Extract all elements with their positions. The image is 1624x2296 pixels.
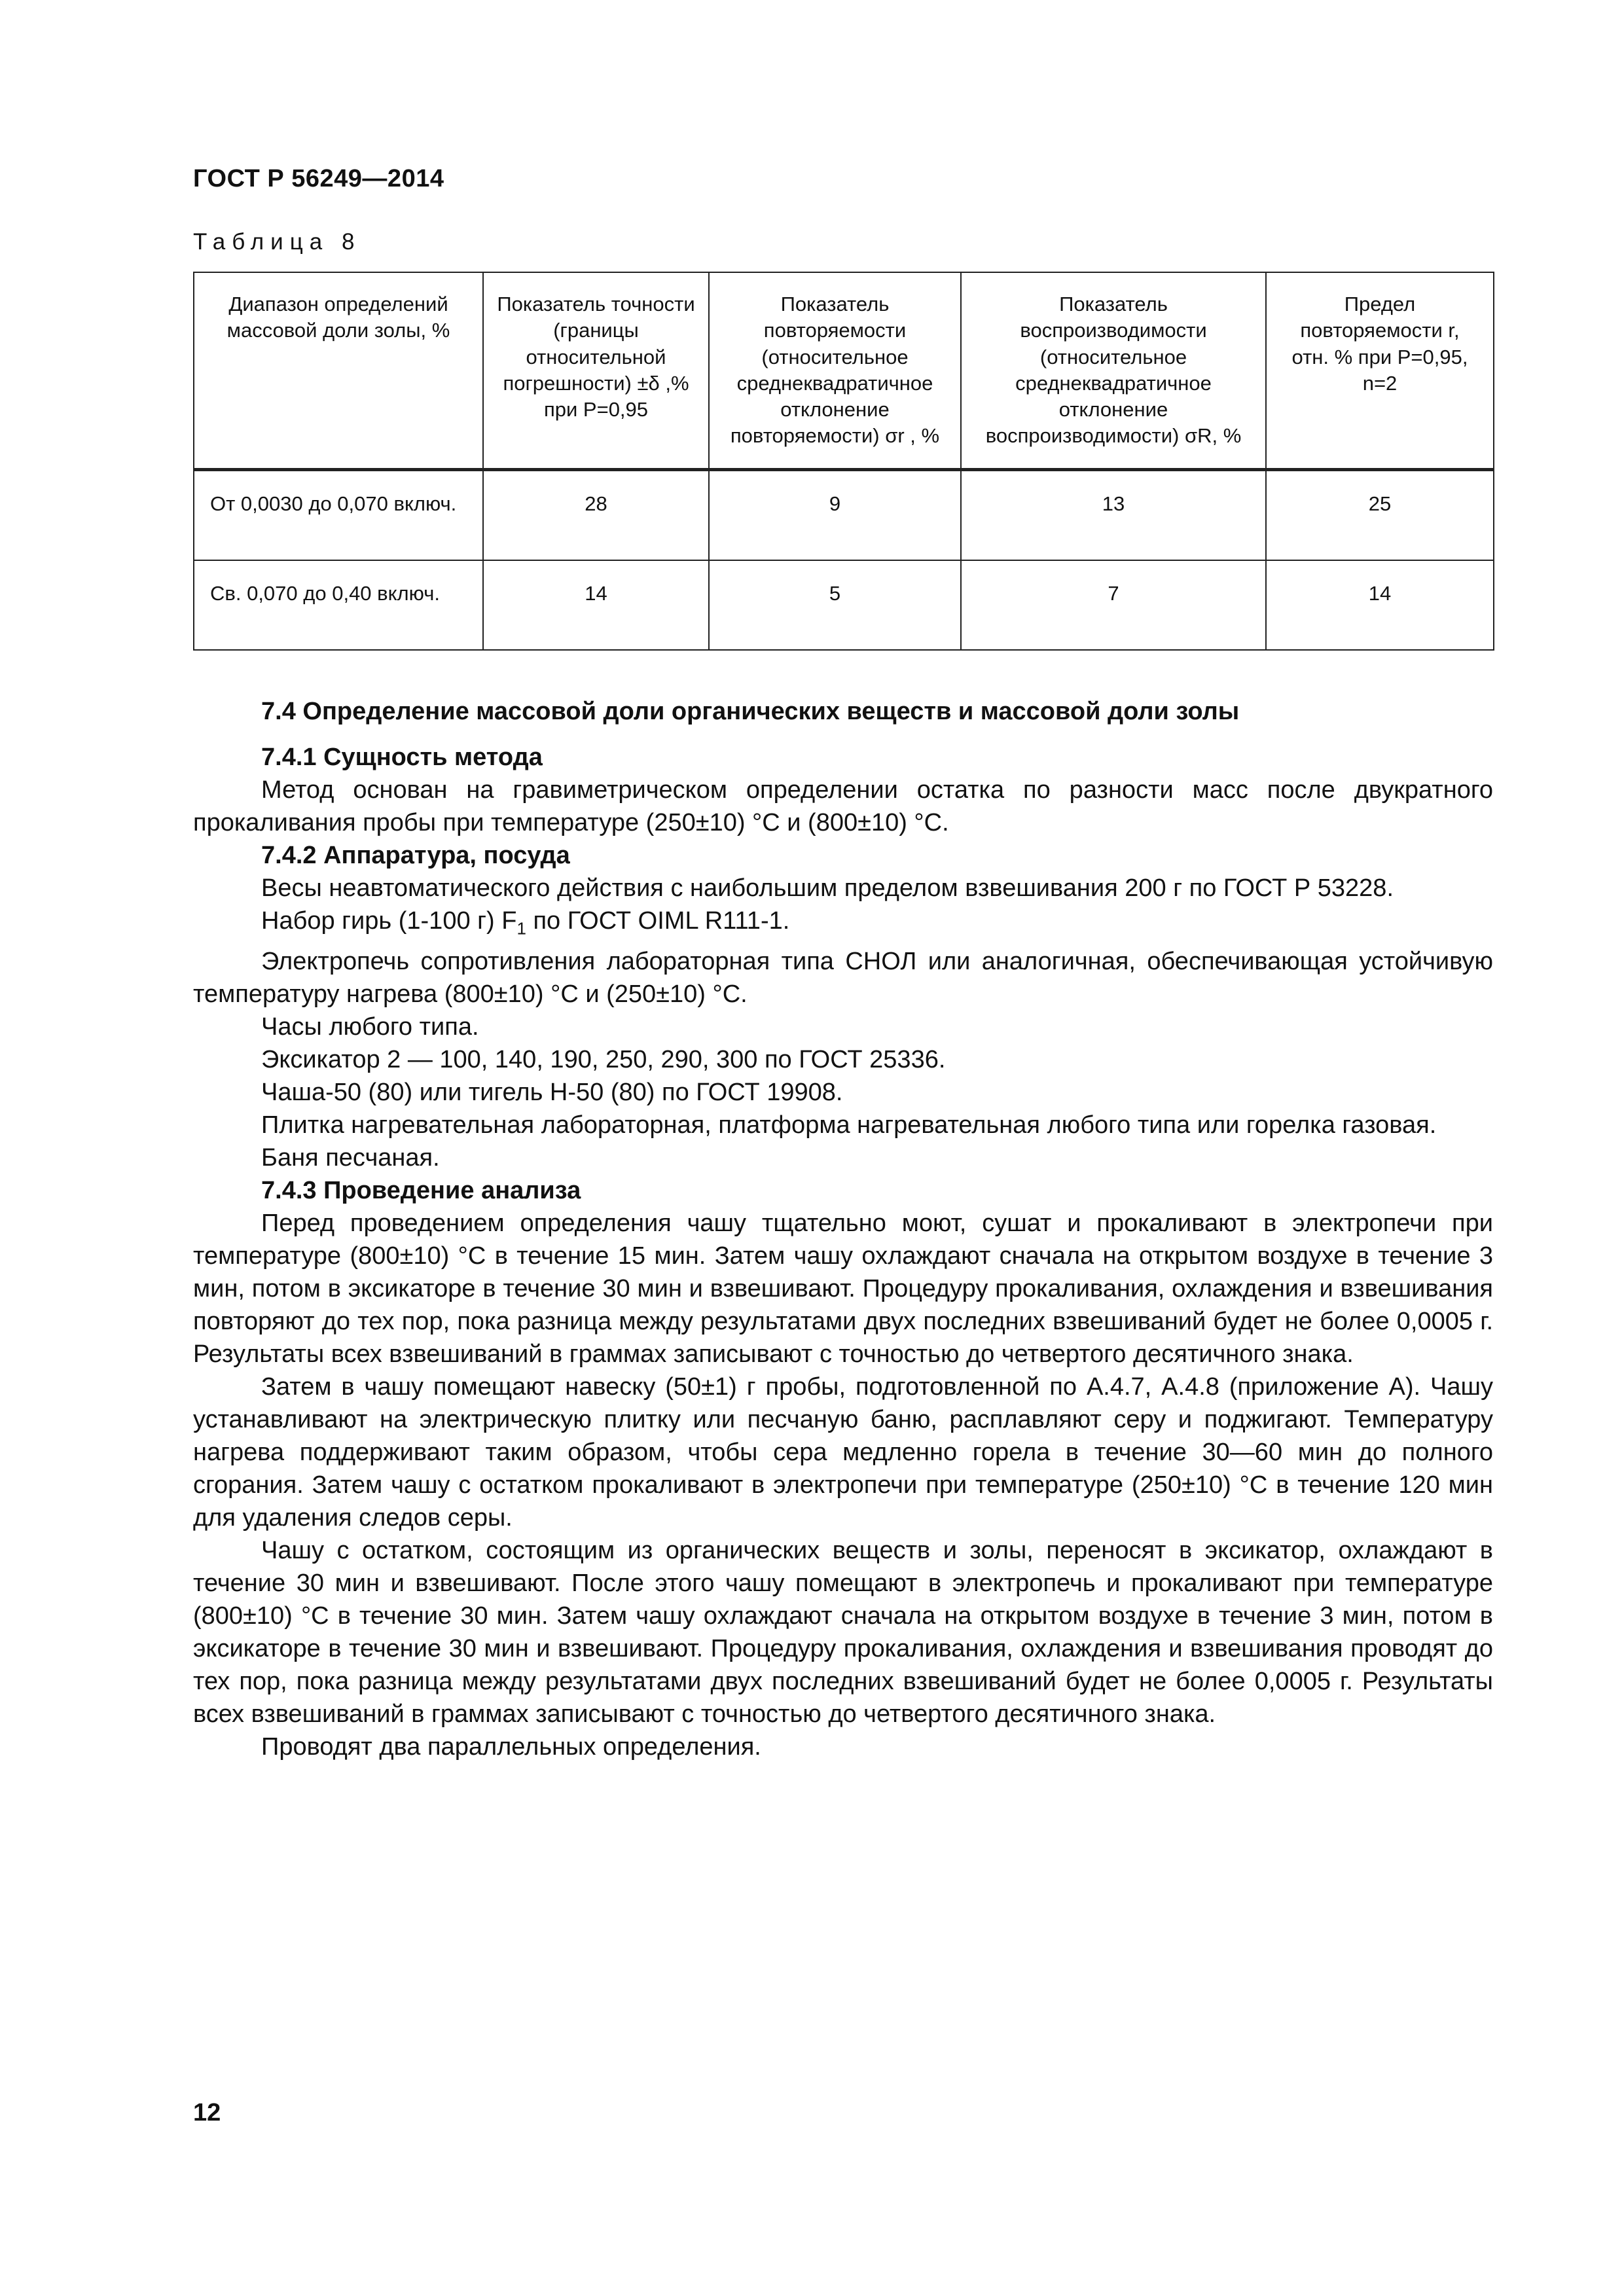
paragraph: Перед проведением определения чашу тщательно моют, сушат и прокаливают в электропечи при температуре (800±10) °С в течение 15 мин. Затем чашу охлаждают сначала на открытом воздухе в течение 3 мин, потом в эксикаторе в течение 30 мин и взвешивают. Процедуру прокаливания, охлаждения и взвешивания повторяют до тех пор, пока разница между результатами двух последних взвешиваний будет не более 0,0005 г. Результаты всех взвешиваний в граммах записывают с точностью до четвертого десятичного знака. [193, 1209, 1493, 1368]
table-caption: Таблица 8 [193, 229, 361, 255]
weights-subscript: 1 [516, 918, 526, 939]
column-header: Показатель воспроизводимости (относительное среднеквадратичное отклонение воспроизводимости) σR, % [961, 272, 1266, 470]
table-header-row [194, 272, 1494, 470]
paragraph: Метод основан на гравиметрическом определении остатка по разности масс после двукратного прокаливания пробы при температуре (250±10) °С и (800±10) °С. [193, 776, 1493, 836]
table-cell: Св. 0,070 до 0,40 включ. [194, 560, 483, 650]
paragraph: Чашу с остатком, состоящим из органических веществ и золы, переносят в эксикатор, охлаждают в течение 30 мин и взвешивают. После этого чашу помещают в электропечь и прокаливают при температуре (800±10) °С в течение 30 мин. Затем чашу охлаждают сначала на открытом воздухе в течение 3 мин, потом в эксикаторе в течение 30 мин и взвешивают. Процедуру прокаливания, охлаждения и взвешивания проводят до тех пор, пока разница между результатами двух последних взвешиваний будет не более 0,0005 г. Результаты всех взвешиваний в граммах записывают с точностью до четвертого десятичного знака. [193, 1536, 1493, 1728]
subsection-heading: 7.4.3 Проведение анализа [261, 1176, 581, 1204]
subsection-heading: 7.4.2 Аппаратура, посуда [261, 842, 570, 869]
column-header: Показатель повторяемости (относительное среднеквадратичное отклонение повторяемости) σr , % [709, 272, 961, 470]
table-cell: От 0,0030 до 0,070 включ. [194, 470, 483, 561]
column-header: Диапазон определений массовой доли золы, % [194, 272, 483, 470]
paragraph: Затем в чашу помещают навеску (50±1) г пробы, подготовленной по А.4.7, А.4.8 (приложение А). Чашу устанавливают на электрическую плитку или песчаную баню, расплавляют серу и поджигают. Температуру нагрева поддерживают таким образом, чтобы сера медленно горела в течение 30—60 мин до полного сгорания. Затем чашу с остатком прокаливают в электропечи при температуре (250±10) °С в течение 120 мин для удаления следов серы. [193, 1372, 1493, 1532]
column-header: Предел повторяемости r, отн. % при Р=0,95, n=2 [1266, 272, 1494, 470]
paragraph: Электропечь сопротивления лабораторная типа СНОЛ или аналогичная, обеспечивающая устойчивую температуру нагрева (800±10) °С и (250±10) °С. [193, 947, 1493, 1008]
page-number: 12 [193, 2099, 221, 2126]
table-row [194, 560, 1494, 650]
document-header: ГОСТ Р 56249—2014 [193, 165, 444, 192]
paragraph [193, 905, 1493, 945]
paragraph: Часы любого типа. [261, 1013, 479, 1041]
column-header: Показатель точности (границы относительной погрешности) ±δ ,% при Р=0,95 [483, 272, 709, 470]
document-body [193, 695, 1493, 1763]
table-cell: 13 [961, 470, 1266, 561]
paragraph: Эксикатор 2 — 100, 140, 190, 250, 290, 300 по ГОСТ 25336. [261, 1045, 946, 1073]
table-cell: 5 [709, 560, 961, 650]
paragraph: Проводят два параллельных определения. [261, 1732, 761, 1761]
paragraph: Баня песчаная. [261, 1143, 440, 1172]
weights-text: Набор гирь (1-100 г) F [261, 907, 517, 935]
table-cell: 14 [1266, 560, 1494, 650]
accuracy-table [193, 272, 1494, 651]
table-cell: 28 [483, 470, 709, 561]
table-row [194, 470, 1494, 561]
subsection-heading: 7.4.1 Сущность метода [261, 744, 543, 771]
paragraph: Плитка нагревательная лабораторная, платформа нагревательная любого типа или горелка газовая. [261, 1111, 1437, 1139]
section-heading: 7.4 Определение массовой доли органических веществ и массовой доли золы [261, 698, 1240, 725]
table-cell: 7 [961, 560, 1266, 650]
weights-text-end: по ГОСТ OIML R111-1. [526, 907, 790, 935]
table-cell: 9 [709, 470, 961, 561]
paragraph: Весы неавтоматического действия с наибольшим пределом взвешивания 200 г по ГОСТ Р 53228. [261, 874, 1394, 902]
table-cell: 14 [483, 560, 709, 650]
paragraph: Чаша-50 (80) или тигель Н-50 (80) по ГОСТ 19908. [261, 1078, 843, 1106]
table-cell: 25 [1266, 470, 1494, 561]
